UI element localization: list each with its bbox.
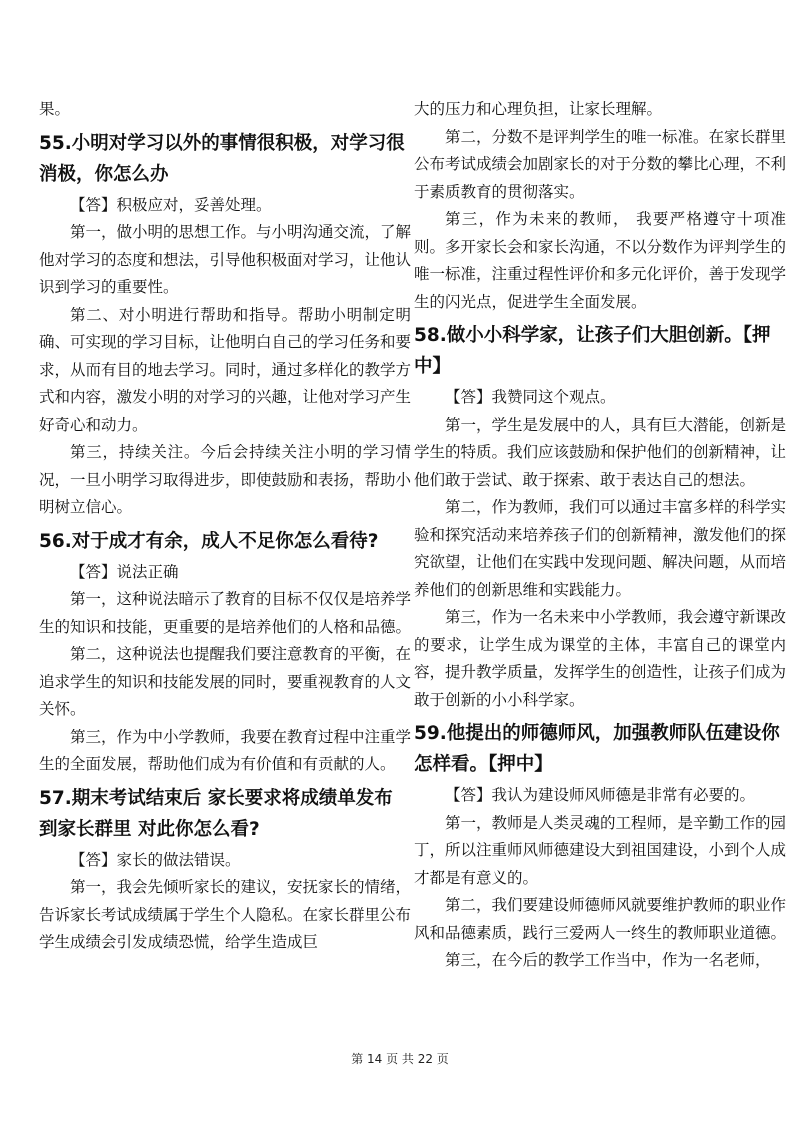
answer-56-point-1: 第一，这种说法暗示了教育的目标不仅仅是培养学生的知识和技能，更重要的是培养他们的人格和品德。 <box>39 590 412 636</box>
paragraph: 果。 <box>39 100 71 118</box>
answer-57-point-1: 第一，我会先倾听家长的建议，安抚家长的情绪，告诉家长考试成绩属于学生个人隐私。在家长群里公布学生成绩会引发成绩恐慌，给学生造成巨 <box>39 878 412 951</box>
answer-58-point-2: 第二，作为教师，我们可以通过丰富多样的科学实验和探究活动来培养孩子们的创新精神，激发他们的探究欲望，让他们在实践中发现问题、解决问题，从而培养他们的创新思维和实践能力。 <box>414 498 787 599</box>
page-number: 第 14 页 共 22 页 <box>351 1052 449 1066</box>
right-column <box>414 96 786 975</box>
left-column <box>39 96 411 957</box>
answer-58-summary: 【答】我赞同这个观点。 <box>445 388 616 406</box>
answer-55-point-3: 第三，持续关注。今后会持续关注小明的学习情况，一旦小明学习取得进步，即使鼓励和表扬，帮助小明树立信心。 <box>39 443 412 516</box>
paragraph: 大的压力和心理负担，让家长理解。 <box>414 100 663 118</box>
answer-55-point-2: 第二、对小明进行帮助和指导。帮助小明制定明确、可实现的学习目标，让他明白自己的学习任务和要求，从而有目的地去学习。同时，通过多样化的教学方式和内容，激发小明的对学习的兴趣，让他对学习产生好奇心和动力。 <box>39 305 412 434</box>
answer-59-summary: 【答】我认为建设师风师德是非常有必要的。 <box>445 786 756 804</box>
answer-59-point-2: 第二，我们要建设师德师风就要维护教师的职业作风和品德素质，践行三爱两人一终生的教师职业道德。 <box>414 896 787 942</box>
question-57-title: 57.期末考试结束后 家长要求将成绩单发布到家长群里 对此你怎么看? <box>39 787 393 840</box>
answer-59-point-1: 第一，教师是人类灵魂的工程师，是辛勤工作的园丁，所以注重师风师德建设大到祖国建设，小到个人成才都是有意义的。 <box>414 813 787 887</box>
answer-56-point-2: 第二，这种说法也提醒我们要注意教育的平衡，在追求学生的知识和技能发展的同时，要重视教育的人文关怀。 <box>39 645 412 718</box>
answer-57-summary: 【答】家长的做法错误。 <box>70 850 241 869</box>
answer-56-point-3: 第三，作为中小学教师，我要在教育过程中注重学生的全面发展，帮助他们成为有价值和有贡献的人。 <box>39 727 412 773</box>
question-56-title: 56.对于成才有余，成人不足你怎么看待? <box>39 530 379 552</box>
answer-57-point-3: 第三，作为未来的教师， 我要严格遵守十项准则。多开家长会和家长沟通，不以分数作为评判学生的唯一标准，注重过程性评价和多元化评价，善于发现学生的闪光点，促进学生全面发展。 <box>414 210 787 311</box>
question-59-title: 59.他提出的师德师风，加强教师队伍建设你怎样看。【押中】 <box>414 723 780 775</box>
answer-56-summary: 【答】说法正确 <box>70 562 179 581</box>
question-58-title: 58.做小小科学家，让孩子们大胆创新。【押中】 <box>414 325 771 377</box>
answer-58-point-1: 第一，学生是发展中的人，具有巨大潜能，创新是学生的特质。我们应该鼓励和保护他们的创新精神，让他们敢于尝试、敢于探索、敢于表达自己的想法。 <box>414 415 787 489</box>
answer-55-point-1: 第一，做小明的思想工作。与小明沟通交流，了解他对学习的态度和想法，引导他积极面对学习，让他认识到学习的重要性。 <box>39 223 412 296</box>
answer-58-point-3: 第三，作为一名未来中小学教师，我会遵守新课改的要求，让学生成为课堂的主体，丰富自己的课堂内容，提升教学质量，发挥学生的创造性，让孩子们成为敢于创新的小小科学家。 <box>414 608 787 709</box>
answer-57-point-2: 第二，分数不是评判学生的唯一标准。在家长群里公布考试成绩会加剧家长的对于分数的攀比心理，不利于素质教育的贯彻落实。 <box>414 127 787 201</box>
answer-55-summary: 【答】积极应对，妥善处理。 <box>70 195 272 214</box>
question-55-title: 55.小明对学习以外的事情很积极，对学习很消极，你怎么办 <box>39 132 405 185</box>
answer-59-point-3: 第三，在今后的教学工作当中，作为一名老师， <box>445 951 771 969</box>
